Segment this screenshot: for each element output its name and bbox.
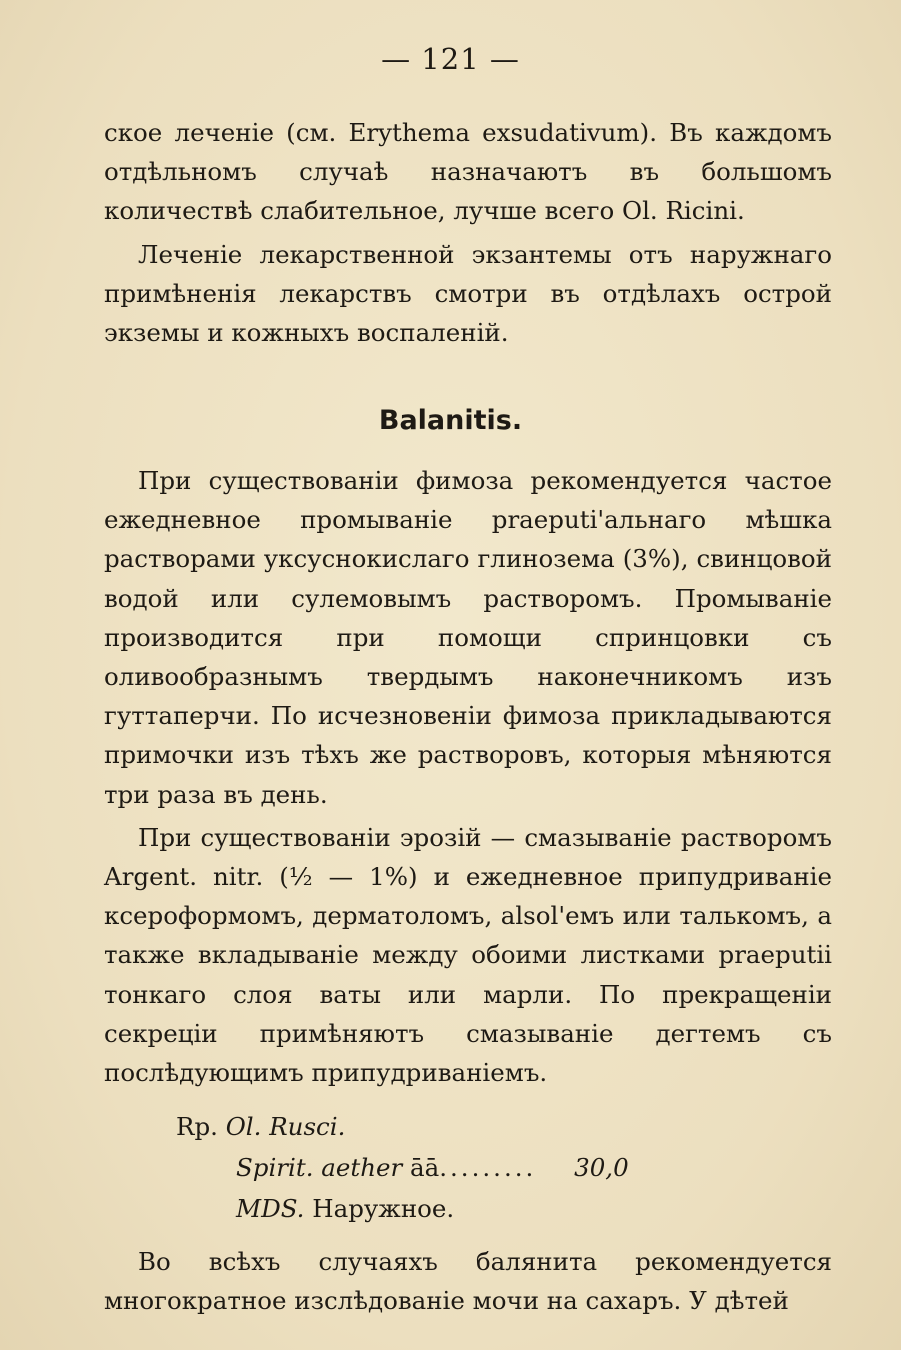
- rx-line-3: [236, 1194, 454, 1223]
- rx-line-1: [176, 1112, 345, 1141]
- bottom-text-block: [104, 1242, 832, 1320]
- rx-ana-mark: āā: [410, 1153, 440, 1182]
- page-number: — 121 —: [381, 42, 520, 76]
- paragraph-urine-test: Во всѣхъ случаяхъ балянита рекомендуется многократное изслѣдованіе мочи на сахаръ. У дѣтей: [104, 1247, 832, 1316]
- rx-ingredient-2: Spirit. aether: [236, 1153, 403, 1182]
- paragraph-phimosis: При существованіи фимоза рекомендуется частое ежедневное промываніе praeputi'альнаго мѣшка растворами уксуснокислаго глинозема (3%), свинцовой водой или сулемовымъ растворомъ. Промываніе производится при помощи спринцовки съ оливообразнымъ твердымъ наконечникомъ изъ гуттаперчи. По исчезновеніи фимоза прикладываются примочки изъ тѣхъ же растворовъ, которыя мѣняются три раза въ день.: [104, 466, 832, 809]
- rx-label: Rp.: [176, 1112, 218, 1141]
- paragraph-drug-exanthema: Леченіе лекарственной экзантемы отъ наружнаго примѣненія лекарствъ смотри въ отдѣлахъ острой экземы и кожныхъ воспаленій.: [104, 239, 832, 348]
- top-text-block: [104, 113, 832, 352]
- rx-dots: .........: [439, 1153, 537, 1182]
- paragraph-continued: ское леченіе (см. Erythema exsudativum). Въ каждомъ отдѣльномъ случаѣ назначаютъ въ большомъ количествѣ слабительное, лучше всего Ol. Ricini.: [104, 118, 832, 226]
- paragraph-erosions: При существованіи эрозій — смазываніе растворомъ Argent. nitr. (½ — 1%) и ежедневное припудриваніе ксероформомъ, дерматоломъ, alsol'емъ или талькомъ, а также вкладываніе между обоими листками praeputii тонкаго слоя ваты или марли. По прекращеніи секреціи примѣняютъ смазываніе дегтемъ съ послѣдующимъ припудриваніемъ.: [104, 822, 832, 1088]
- rx-ingredient-1: Ol. Rusci.: [225, 1112, 346, 1141]
- balanitis-text-block: [104, 461, 832, 1092]
- rx-line-2: [236, 1153, 629, 1182]
- rx-amount: 30,0: [574, 1153, 629, 1182]
- section-heading: Balanitis.: [378, 405, 523, 436]
- rx-mds-label: MDS.: [236, 1194, 305, 1223]
- rx-mds-text: Наружное.: [312, 1194, 455, 1223]
